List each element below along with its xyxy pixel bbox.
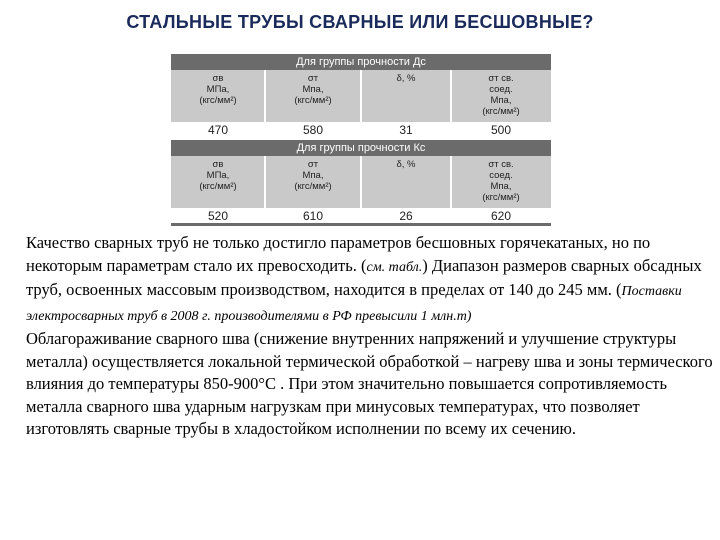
column-header-line: соед.: [489, 170, 513, 181]
column-divider: [450, 156, 452, 208]
value-cell: 620: [490, 209, 512, 223]
column-header-line: σт св.: [488, 159, 514, 170]
body-text: [26, 232, 716, 441]
value-cell: 610: [302, 209, 324, 223]
column-header-line: σт св.: [488, 73, 514, 84]
column-header-line: Мпа,: [302, 170, 324, 181]
column-header-line: МПа,: [206, 84, 230, 95]
column-header-line: (кгс/мм²): [199, 95, 237, 106]
column-header-line: Мпа,: [490, 95, 512, 106]
column-header-row: [171, 156, 551, 208]
paragraph-1: [26, 232, 716, 328]
column-header: [361, 70, 451, 122]
column-divider: [360, 70, 362, 122]
group-header: Для группы прочности Кс: [171, 140, 551, 156]
column-header-line: δ, %: [396, 159, 416, 170]
column-header-line: соед.: [489, 84, 513, 95]
column-header: [171, 156, 265, 208]
column-divider: [360, 156, 362, 208]
column-header-line: σт: [307, 73, 319, 84]
column-header: [265, 70, 361, 122]
column-header: [451, 156, 551, 208]
column-header-line: σв: [212, 73, 224, 84]
value-cell: 26: [399, 209, 413, 223]
supply-note: Поставки электросварных труб в 2008 г. производителями в РФ превысили 1 млн.т): [26, 284, 682, 324]
value-row: [171, 208, 551, 224]
column-header: [451, 70, 551, 122]
page-title: СТАЛЬНЫЕ ТРУБЫ СВАРНЫЕ ИЛИ БЕСШОВНЫЕ?: [126, 12, 594, 32]
value-cell: 520: [207, 209, 229, 223]
table-reference: см. табл.: [366, 259, 423, 275]
column-header-line: Мпа,: [302, 84, 324, 95]
value-cell: 500: [490, 123, 512, 137]
column-divider: [264, 70, 266, 122]
value-cell: 470: [207, 123, 229, 137]
column-divider: [450, 70, 452, 122]
value-row: [171, 122, 551, 138]
column-header-line: (кгс/мм²): [482, 192, 520, 203]
column-header: [265, 156, 361, 208]
column-header: [171, 70, 265, 122]
column-header-line: (кгс/мм²): [294, 95, 332, 106]
column-header-line: (кгс/мм²): [294, 181, 332, 192]
value-cell: 31: [399, 123, 413, 137]
column-header-line: σт: [307, 159, 319, 170]
column-header-line: (кгс/мм²): [199, 181, 237, 192]
column-divider: [264, 156, 266, 208]
column-header-line: МПа,: [206, 170, 230, 181]
group-header: Для группы прочности Дс: [171, 54, 551, 70]
column-header: [361, 156, 451, 208]
paragraph-2: Облагораживание сварного шва (снижение внутренних напряжений и улучшение структуры металла) осуществляется локальной термической обработкой – нагреву шва и зоны термического влияния до температуры 850-900°С . При этом значительно повышается сопротивляемость металла сварного шва ударным нагрузкам при минусовых температурах, что позволяет изготовлять сварные трубы в хладостойком исполнении по всему их сечению.: [26, 329, 713, 438]
strength-table: [171, 54, 551, 226]
column-header-row: [171, 70, 551, 122]
column-header-line: δ, %: [396, 73, 416, 84]
paragraph-1-text-b: ) Диапазон размеров сварных обсадных труб, освоенных массовым производством, находится в пределах от 140 до 245 мм. (: [26, 255, 702, 299]
column-header-line: (кгс/мм²): [482, 106, 520, 117]
column-header-line: σв: [212, 159, 224, 170]
value-cell: 580: [302, 123, 324, 137]
paragraph-1-text-a: Качество сварных труб не только достигло параметров бесшовных горячекатаных, но по некоторым параметрам стало их превосходить. (: [26, 233, 651, 275]
table-bottom-border: [171, 223, 551, 226]
column-header-line: Мпа,: [490, 181, 512, 192]
